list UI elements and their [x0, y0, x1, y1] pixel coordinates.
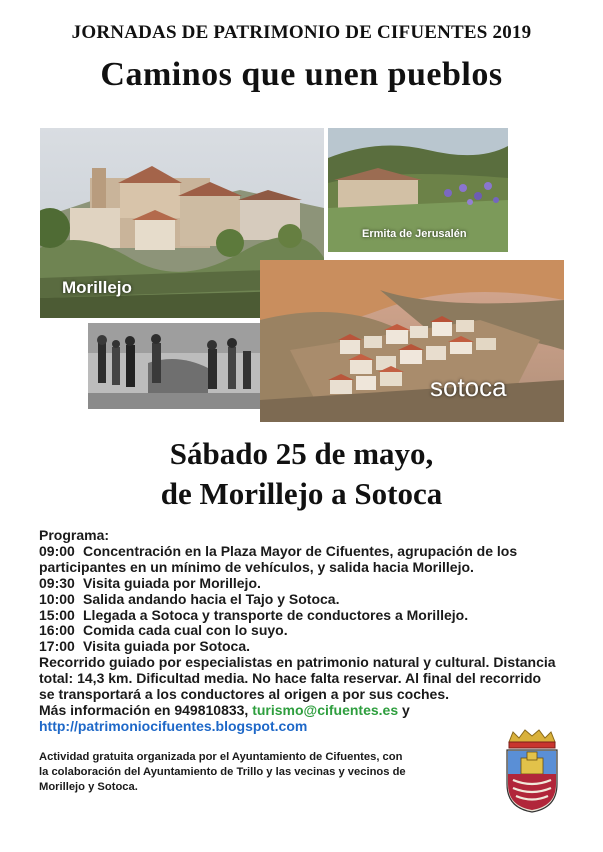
organizer-note [39, 750, 459, 795]
morillejo-label: Morillejo [62, 278, 132, 297]
coat-of-arms-icon [503, 728, 561, 814]
blog-line [39, 719, 579, 735]
program-section [39, 528, 579, 735]
ermita-photo [328, 128, 508, 252]
schedule-time: 17:00 [39, 638, 75, 655]
schedule-item [39, 608, 579, 624]
schedule-item [39, 544, 579, 560]
blog-link[interactable]: http://patrimoniocifuentes.blogspot.com [39, 717, 308, 734]
sotoca-photo [260, 260, 564, 422]
schedule-item [39, 639, 579, 655]
footer-line: Actividad gratuita organizada por el Ayuntamiento de Cifuentes, con [39, 751, 403, 763]
footer-line: la colaboración del Ayuntamiento de Trillo y las vecinas y vecinos de [39, 766, 406, 778]
schedule-item [39, 592, 579, 608]
schedule-text: participantes en un mínimo de vehículos, y salida hacia Morillejo. [39, 558, 474, 575]
schedule-time: 09:30 [39, 574, 75, 591]
description-line: total: 14,3 km. Dificultad media. No hace falta reservar. Al final del recorrido [39, 670, 542, 687]
info-prefix: Más información en 949810833, [39, 701, 253, 718]
sotoca-label: sotoca [430, 372, 507, 402]
ermita-label: Ermita de Jerusalén [362, 228, 467, 240]
schedule-text: Llegada a Sotoca y transporte de conductores a Morillejo. [83, 606, 469, 623]
event-series-header: JORNADAS DE PATRIMONIO DE CIFUENTES 2019 [71, 22, 532, 43]
schedule-text: Comida cada cual con lo suyo. [83, 622, 288, 639]
event-date: Sábado 25 de mayo, [169, 436, 434, 471]
schedule-item [39, 623, 579, 639]
email-link[interactable]: turismo@cifuentes.es [252, 701, 399, 718]
program-heading: Programa: [39, 527, 110, 543]
schedule-text: Salida andando hacia el Tajo y Sotoca. [83, 590, 340, 607]
description-line: se transportará a los conductores al origen a por sus coches. [39, 686, 450, 703]
schedule-time: 16:00 [39, 622, 75, 639]
schedule-time: 10:00 [39, 590, 75, 607]
schedule-text: Visita guiada por Morillejo. [83, 574, 261, 591]
historical-photo [88, 323, 260, 409]
poster-title: Caminos que unen pueblos [100, 56, 503, 93]
info-line [39, 703, 579, 719]
footer-line: Morillejo y Sotoca. [39, 781, 138, 793]
schedule-text: Visita guiada por Sotoca. [83, 638, 251, 655]
schedule-time: 09:00 [39, 542, 75, 559]
info-suffix: y [398, 701, 410, 718]
schedule-item [39, 560, 579, 576]
schedule-item [39, 576, 579, 592]
schedule-text: Concentración en la Plaza Mayor de Cifuentes, agrupación de los [83, 542, 518, 559]
schedule-time: 15:00 [39, 606, 75, 623]
event-route: de Morillejo a Sotoca [160, 476, 443, 511]
description-line: Recorrido guiado por especialistas en patrimonio natural y cultural. Distancia [39, 654, 556, 671]
